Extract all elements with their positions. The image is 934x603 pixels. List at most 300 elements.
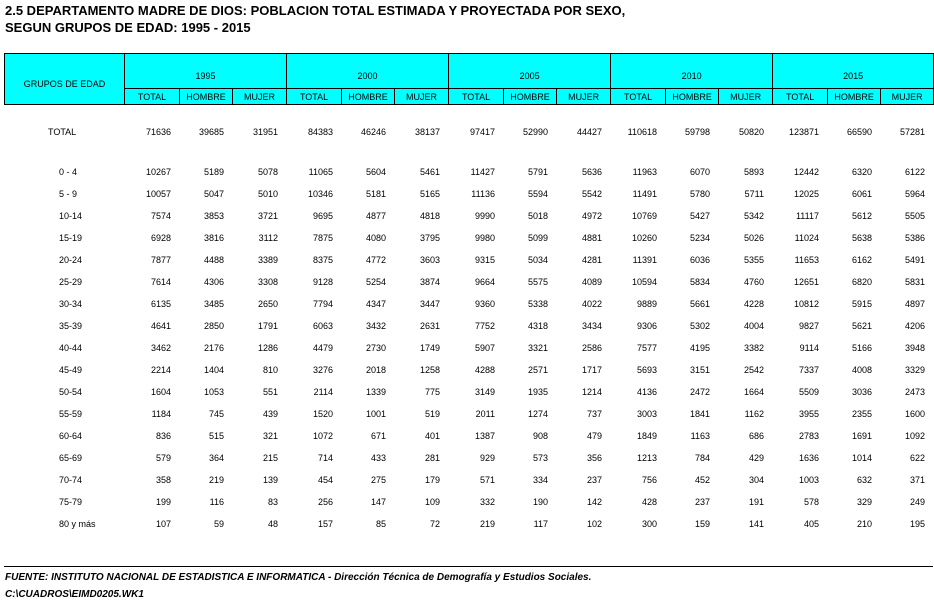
table-row	[4, 249, 933, 271]
table-cell: 2355	[851, 409, 872, 419]
table-cell: 908	[532, 431, 548, 441]
table-cell: 371	[909, 475, 925, 485]
table-cell: 139	[262, 475, 278, 485]
table-cell: 551	[262, 387, 278, 397]
table-cell: 439	[262, 409, 278, 419]
table-cell: 3308	[257, 277, 278, 287]
header-year-1995: 1995	[125, 54, 287, 89]
header-sub-mujer: MUJER	[719, 89, 773, 105]
table-cell: 38137	[414, 127, 440, 137]
table-cell: 1520	[312, 409, 333, 419]
table-row	[4, 161, 933, 183]
file-path-note: C:\CUADROS\EIMD0205.WK1	[5, 589, 144, 600]
table-cell: 5189	[203, 167, 224, 177]
table-cell: 1003	[798, 475, 819, 485]
table-cell: 12651	[793, 277, 819, 287]
table-cell: 7614	[150, 277, 171, 287]
table-cell: 2214	[150, 365, 171, 375]
table-cell: 256	[317, 497, 333, 507]
header-sub-mujer: MUJER	[395, 89, 449, 105]
table-cell: 1636	[798, 453, 819, 463]
table-cell: 6036	[689, 255, 710, 265]
table-cell: 48	[267, 519, 278, 529]
table-cell: 714	[317, 453, 333, 463]
table-cell: 6135	[150, 299, 171, 309]
table-cell: 5893	[743, 167, 764, 177]
table-cell: 3389	[257, 255, 278, 265]
table-cell: 31951	[252, 127, 278, 137]
table-cell: 3874	[419, 277, 440, 287]
table-cell: 3112	[258, 233, 278, 243]
table-cell: 5078	[257, 167, 278, 177]
table-cell: 4641	[150, 321, 171, 331]
table-cell: 4228	[743, 299, 764, 309]
table-cell: 3036	[851, 387, 872, 397]
table-cell: 321	[262, 431, 278, 441]
table-cell: 9664	[474, 277, 495, 287]
table-cell: 275	[370, 475, 386, 485]
table-cell: 59	[213, 519, 224, 529]
table-cell: 4479	[312, 343, 333, 353]
table-cell: 219	[208, 475, 224, 485]
table-cell: 3434	[581, 321, 602, 331]
table-cell: 5612	[851, 211, 872, 221]
age-group-label: 55-59	[59, 409, 83, 419]
table-cell: 123871	[788, 127, 819, 137]
table-row	[4, 111, 933, 153]
table-cell: 11136	[471, 189, 495, 199]
age-group-label: 40-44	[59, 343, 83, 353]
table-cell: 44427	[576, 127, 602, 137]
table-cell: 5505	[904, 211, 925, 221]
age-group-label: 30-34	[59, 299, 83, 309]
table-cell: 3603	[419, 255, 440, 265]
table-cell: 97417	[469, 127, 495, 137]
table-cell: 5661	[689, 299, 710, 309]
header-sub-total: TOTAL	[773, 89, 828, 105]
table-cell: 479	[586, 431, 602, 441]
table-cell: 4022	[581, 299, 602, 309]
table-cell: 72	[429, 519, 440, 529]
table-cell: 3321	[527, 343, 548, 353]
table-cell: 1092	[904, 431, 925, 441]
table-cell: 7574	[150, 211, 171, 221]
table-cell: 5711	[744, 189, 764, 199]
header-year-2010: 2010	[611, 54, 773, 89]
table-row	[4, 425, 933, 447]
table-cell: 1387	[474, 431, 495, 441]
table-cell: 9980	[474, 233, 495, 243]
table-cell: 5010	[257, 189, 278, 199]
age-group-label: 15-19	[59, 233, 83, 243]
table-cell: 190	[532, 497, 548, 507]
table-cell: 5338	[527, 299, 548, 309]
table-cell: 5026	[743, 233, 764, 243]
table-cell: 102	[586, 519, 602, 529]
table-cell: 11391	[632, 255, 657, 265]
table-cell: 117	[533, 519, 548, 529]
table-cell: 329	[856, 497, 872, 507]
table-cell: 5964	[904, 189, 925, 199]
table-row	[4, 381, 933, 403]
header-sub-hombre: HOMBRE	[666, 89, 719, 105]
table-cell: 12025	[793, 189, 819, 199]
table-row	[4, 447, 933, 469]
table-cell: 5638	[851, 233, 872, 243]
table-cell: 2473	[904, 387, 925, 397]
table-cell: 9990	[474, 211, 495, 221]
table-cell: 454	[317, 475, 333, 485]
table-cell: 358	[155, 475, 171, 485]
table-cell: 2114	[313, 387, 333, 397]
table-cell: 39685	[198, 127, 224, 137]
spacer-row	[4, 153, 933, 161]
header-year-2005: 2005	[449, 54, 611, 89]
table-cell: 2176	[203, 343, 224, 353]
table-row	[4, 513, 933, 535]
table-cell: 1214	[581, 387, 602, 397]
table-cell: 5791	[527, 167, 548, 177]
table-cell: 66590	[846, 127, 872, 137]
table-cell: 8375	[312, 255, 333, 265]
table-cell: 10260	[631, 233, 657, 243]
table-cell: 11427	[470, 167, 495, 177]
table-cell: 3329	[904, 365, 925, 375]
table-cell: 401	[424, 431, 440, 441]
table-cell: 2783	[798, 431, 819, 441]
table-cell: 2571	[527, 365, 548, 375]
table-cell: 10267	[145, 167, 171, 177]
table-cell: 810	[262, 365, 278, 375]
age-group-label: 25-29	[59, 277, 83, 287]
table-cell: 147	[370, 497, 386, 507]
table-cell: 4004	[743, 321, 764, 331]
table-cell: 6320	[851, 167, 872, 177]
table-cell: 784	[694, 453, 710, 463]
table-cell: 5594	[527, 189, 548, 199]
table-cell: 3948	[904, 343, 925, 353]
table-cell: 71636	[145, 127, 171, 137]
table-cell: 4089	[581, 277, 602, 287]
table-cell: 1600	[904, 409, 925, 419]
table-cell: 11491	[632, 189, 657, 199]
data-table	[4, 111, 933, 535]
table-cell: 9128	[312, 277, 333, 287]
table-cell: 2650	[257, 299, 278, 309]
table-cell: 9889	[636, 299, 657, 309]
table-cell: 57281	[899, 127, 925, 137]
table-cell: 237	[586, 475, 602, 485]
table-cell: 3151	[689, 365, 710, 375]
table-cell: 7794	[312, 299, 333, 309]
header-sub-hombre: HOMBRE	[342, 89, 395, 105]
table-cell: 5831	[904, 277, 925, 287]
table-cell: 1849	[636, 431, 657, 441]
table-cell: 3003	[636, 409, 657, 419]
table-cell: 159	[694, 519, 710, 529]
table-cell: 5636	[581, 167, 602, 177]
table-cell: 519	[424, 409, 440, 419]
table-cell: 5099	[527, 233, 548, 243]
table-cell: 1717	[581, 365, 602, 375]
table-cell: 1339	[365, 387, 386, 397]
table-cell: 7877	[150, 255, 171, 265]
table-cell: 1072	[312, 431, 333, 441]
table-cell: 7752	[474, 321, 495, 331]
table-cell: 110618	[627, 127, 657, 137]
header-sub-hombre: HOMBRE	[504, 89, 557, 105]
table-cell: 141	[748, 519, 764, 529]
table-cell: 9695	[312, 211, 333, 221]
age-group-label: 50-54	[59, 387, 83, 397]
table-cell: 142	[586, 497, 602, 507]
table-row	[4, 469, 933, 491]
table-cell: 579	[155, 453, 171, 463]
table-cell: 686	[748, 431, 764, 441]
table-cell: 237	[694, 497, 710, 507]
table-cell: 1791	[257, 321, 278, 331]
age-group-label: 65-69	[59, 453, 83, 463]
table-cell: 756	[641, 475, 657, 485]
table-cell: 1014	[851, 453, 872, 463]
table-cell: 405	[803, 519, 819, 529]
table-cell: 4008	[851, 365, 872, 375]
table-cell: 3276	[312, 365, 333, 375]
table-cell: 6162	[851, 255, 872, 265]
table-cell: 4972	[581, 211, 602, 221]
table-cell: 1691	[851, 431, 872, 441]
table-cell: 3447	[419, 299, 440, 309]
header-sub-total: TOTAL	[611, 89, 666, 105]
table-cell: 116	[209, 497, 224, 507]
table-cell: 737	[586, 409, 602, 419]
table-cell: 52990	[522, 127, 548, 137]
table-cell: 5165	[419, 189, 440, 199]
table-cell: 304	[748, 475, 764, 485]
table-cell: 775	[424, 387, 440, 397]
age-group-label: 5 - 9	[59, 189, 78, 199]
table-cell: 1664	[743, 387, 764, 397]
table-cell: 157	[317, 519, 333, 529]
table-cell: 4818	[419, 211, 440, 221]
age-group-label: 60-64	[59, 431, 83, 441]
age-group-label: 20-24	[59, 255, 83, 265]
header-sub-total: TOTAL	[125, 89, 180, 105]
table-header	[4, 53, 934, 105]
table-cell: 4318	[527, 321, 548, 331]
table-row	[4, 315, 933, 337]
table-cell: 2472	[689, 387, 710, 397]
table-cell: 573	[532, 453, 548, 463]
table-cell: 4897	[904, 299, 925, 309]
table-cell: 1404	[203, 365, 224, 375]
table-cell: 6070	[689, 167, 710, 177]
table-cell: 3149	[474, 387, 495, 397]
table-cell: 11653	[794, 255, 819, 265]
table-cell: 632	[856, 475, 872, 485]
table-cell: 199	[155, 497, 171, 507]
table-cell: 4195	[689, 343, 710, 353]
age-group-label: 35-39	[59, 321, 83, 331]
table-row	[4, 491, 933, 513]
page-subtitle: SEGUN GRUPOS DE EDAD: 1995 - 2015	[5, 20, 251, 35]
table-cell: 1258	[419, 365, 440, 375]
table-cell: 10812	[793, 299, 819, 309]
table-cell: 5575	[527, 277, 548, 287]
table-row	[4, 337, 933, 359]
table-cell: 5018	[527, 211, 548, 221]
table-cell: 249	[909, 497, 925, 507]
age-group-label: 80 y más	[59, 519, 96, 529]
table-cell: 11963	[632, 167, 657, 177]
header-sub-mujer: MUJER	[233, 89, 287, 105]
table-cell: 85	[375, 519, 386, 529]
table-cell: 5166	[851, 343, 872, 353]
table-cell: 1286	[257, 343, 278, 353]
table-cell: 6063	[312, 321, 333, 331]
table-cell: 109	[424, 497, 440, 507]
age-group-label: 45-49	[59, 365, 83, 375]
table-cell: 84383	[307, 127, 333, 137]
table-cell: 9827	[798, 321, 819, 331]
table-cell: 2011	[475, 409, 495, 419]
header-sub-total: TOTAL	[449, 89, 504, 105]
table-cell: 219	[479, 519, 495, 529]
header-sub-total: TOTAL	[287, 89, 342, 105]
table-cell: 5461	[419, 167, 440, 177]
table-cell: 5342	[743, 211, 764, 221]
table-cell: 1935	[527, 387, 548, 397]
table-cell: 332	[479, 497, 495, 507]
table-cell: 1163	[690, 431, 710, 441]
table-cell: 3721	[257, 211, 278, 221]
table-cell: 745	[208, 409, 224, 419]
table-cell: 5386	[904, 233, 925, 243]
header-sub-hombre: HOMBRE	[828, 89, 881, 105]
table-cell: 622	[909, 453, 925, 463]
table-cell: 9306	[636, 321, 657, 331]
table-cell: 7875	[312, 233, 333, 243]
table-cell: 5915	[851, 299, 872, 309]
table-cell: 210	[856, 519, 872, 529]
table-cell: 3382	[743, 343, 764, 353]
table-cell: 7337	[798, 365, 819, 375]
table-cell: 5509	[798, 387, 819, 397]
table-cell: 3955	[798, 409, 819, 419]
table-cell: 3853	[203, 211, 224, 221]
table-cell: 1184	[151, 409, 171, 419]
table-row	[4, 359, 933, 381]
table-cell: 429	[748, 453, 764, 463]
header-sub-mujer: MUJER	[881, 89, 934, 105]
table-cell: 10346	[307, 189, 333, 199]
table-cell: 2730	[365, 343, 386, 353]
table-row	[4, 403, 933, 425]
table-cell: 5355	[743, 255, 764, 265]
table-cell: 5047	[203, 189, 224, 199]
table-cell: 2850	[203, 321, 224, 331]
table-row	[4, 271, 933, 293]
table-cell: 281	[424, 453, 440, 463]
table-cell: 5254	[365, 277, 386, 287]
header-year-2015: 2015	[773, 54, 934, 89]
table-cell: 1162	[744, 409, 764, 419]
table-cell: 10769	[631, 211, 657, 221]
table-cell: 300	[641, 519, 657, 529]
header-year-2000: 2000	[287, 54, 449, 89]
age-group-label: 10-14	[59, 211, 83, 221]
table-cell: 428	[641, 497, 657, 507]
age-group-label: 75-79	[59, 497, 83, 507]
table-cell: 2631	[419, 321, 440, 331]
table-cell: 1053	[203, 387, 224, 397]
table-cell: 5604	[365, 167, 386, 177]
table-cell: 5427	[689, 211, 710, 221]
footer-divider	[4, 566, 933, 567]
table-cell: 4488	[203, 255, 224, 265]
table-cell: 1274	[527, 409, 548, 419]
table-cell: 5491	[904, 255, 925, 265]
age-group-label: TOTAL	[48, 127, 77, 137]
table-cell: 4288	[474, 365, 495, 375]
table-cell: 9360	[474, 299, 495, 309]
table-cell: 4306	[203, 277, 224, 287]
table-cell: 7577	[636, 343, 657, 353]
table-cell: 2542	[743, 365, 764, 375]
table-cell: 5907	[474, 343, 495, 353]
table-row	[4, 227, 933, 249]
table-cell: 5621	[851, 321, 872, 331]
header-sub-hombre: HOMBRE	[180, 89, 233, 105]
table-cell: 4881	[581, 233, 602, 243]
table-cell: 179	[424, 475, 440, 485]
table-cell: 356	[586, 453, 602, 463]
table-cell: 4281	[581, 255, 602, 265]
table-cell: 11117	[795, 211, 819, 221]
table-cell: 1749	[419, 343, 440, 353]
source-note: FUENTE: INSTITUTO NACIONAL DE ESTADISTICA E INFORMATICA - Dirección Técnica de Demografía y Estudios Sociales.	[5, 572, 592, 583]
table-cell: 578	[803, 497, 819, 507]
table-cell: 515	[208, 431, 224, 441]
table-cell: 195	[909, 519, 925, 529]
table-cell: 3485	[203, 299, 224, 309]
table-cell: 83	[267, 497, 278, 507]
table-cell: 571	[479, 475, 495, 485]
table-cell: 452	[694, 475, 710, 485]
table-cell: 6820	[851, 277, 872, 287]
table-cell: 5693	[636, 365, 657, 375]
table-cell: 4877	[365, 211, 386, 221]
table-cell: 433	[370, 453, 386, 463]
table-cell: 4136	[636, 387, 657, 397]
table-cell: 4347	[365, 299, 386, 309]
table-cell: 5542	[581, 189, 602, 199]
table-cell: 4760	[743, 277, 764, 287]
table-cell: 107	[155, 519, 171, 529]
table-cell: 11024	[794, 233, 819, 243]
table-cell: 10057	[145, 189, 171, 199]
table-cell: 5234	[689, 233, 710, 243]
table-cell: 5181	[365, 189, 386, 199]
table-cell: 1001	[365, 409, 386, 419]
table-row	[4, 205, 933, 227]
table-cell: 10594	[631, 277, 657, 287]
table-cell: 215	[262, 453, 278, 463]
page-title: 2.5 DEPARTAMENTO MADRE DE DIOS: POBLACION TOTAL ESTIMADA Y PROYECTADA POR SEXO,	[5, 3, 626, 18]
table-cell: 11065	[308, 167, 333, 177]
table-cell: 671	[370, 431, 386, 441]
table-cell: 6061	[851, 189, 872, 199]
